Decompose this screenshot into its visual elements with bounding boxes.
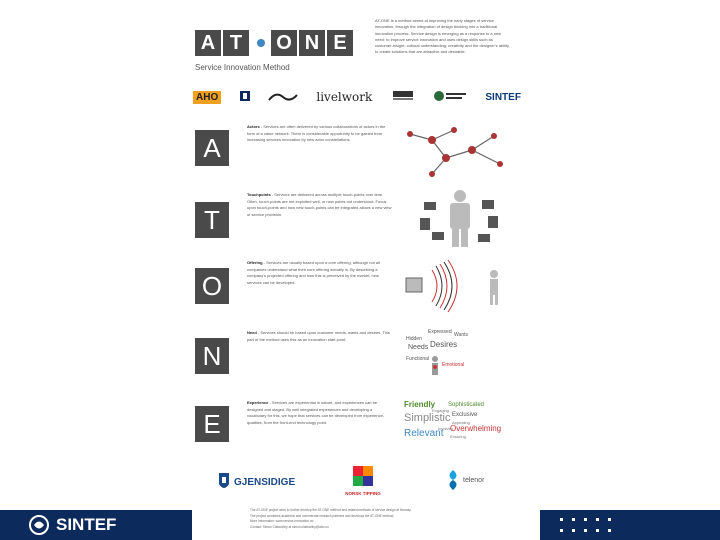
intro-text: AT-ONE is a method aimed at improving the early stages of service innovation, through the integration of design thinking into a traditional innovation process. Service design is emerging as a response to a new need: to improve service innovation and uses design skills such as customer-insight, cultural understanding, creativity and the designer's ability to create solutions that are attractive and desirable. [375,18,509,55]
section-title: Experience [247,400,269,405]
decorative-dots-icon [560,516,620,534]
partner-logo-icon-1 [240,91,250,103]
sponsor-gjensidige [218,472,295,492]
partner-sintef-logo: SINTEF [485,91,521,103]
letter-box-t: T [195,202,229,238]
section-body: - Services are usually based upon a core offering, although not all companies understand what their core offering actually is. By describing a company's projected offering and how this is perceived by the market, new services can be developed. [247,260,380,285]
need-word: Hidden [406,336,422,342]
experience-word: Simplistic [404,412,451,424]
sintef-wordmark: SINTEF [56,515,117,534]
experience-word: Engaging [432,408,449,413]
sponsor-telenor [446,470,484,490]
section-actors [192,120,528,180]
section-actors-text [247,124,392,144]
letter-box-e: E [195,406,229,442]
logo-letter-n: N [299,30,325,56]
experience-word: Involved [438,426,453,431]
sponsor-norsk-tipping-name: NORSK TIPPING [345,491,381,496]
footer-line: More information: www.service-innovation.no [250,519,314,523]
section-body: - Services are often delivered by various collaborations of actors in the form of a value network. There is considerable opportunity to be gained from increasing services innovation by new actor constellations. [247,124,386,143]
telenor-logo-icon [446,470,460,490]
letter-box-a: A [195,130,229,166]
footer-line: The project combines academic and commercial research partners and develops the AT-ONE method. [250,513,395,518]
logo-letter-o: O [271,30,297,56]
footer-line: The AT-ONE project aims to further develop the AT-ONE method and related methods of service design at Norway. [250,508,412,512]
section-experience [192,396,528,456]
sintef-logo [28,514,116,536]
partner-logos [193,86,521,108]
letter-box-o: O [195,268,229,304]
section-touchpoints [192,188,528,248]
partner-logo-icon-3 [391,90,415,104]
need-person-icon [430,356,440,376]
sponsor-telenor-name: telenor [463,476,485,484]
section-need [192,326,528,386]
footer-text [250,508,530,530]
partner-logo-icon-2 [268,91,298,103]
letter-box-n: N [195,338,229,374]
needs-word-cloud [402,326,522,386]
need-word: Wants [454,332,468,338]
subtitle: Service Innovation Method [195,63,290,72]
section-touchpoints-text [247,192,392,218]
actor-network-icon [402,120,522,180]
section-title: Actors [247,124,260,129]
experience-word: Friendly [404,400,436,409]
need-word: Needs [408,344,429,351]
at-one-logo [195,28,355,58]
need-word: Emotional [442,362,465,368]
section-body: - Services are experiential in nature, and experiences can be designed and staged. By well integrated experiences and developing a vocabulary for this, we hope that services can be developed from experience-qualities, from the front-end technology point. [247,400,385,425]
touchpoints-person-icon [402,188,522,248]
sintef-emblem-icon [28,514,50,536]
need-word: Expressed [428,329,452,335]
offering-signal-icon [402,256,522,316]
need-word: Desires [430,340,458,349]
section-title: Touchpoints [247,192,271,197]
sponsor-logos [210,466,510,506]
section-title: Offering [247,260,263,265]
experience-word: Exclusive [452,412,478,418]
experience-word: Relevant [404,428,444,439]
section-title: Need [247,330,257,335]
section-need-text [247,330,392,343]
section-body: - Services are delivered across multiple touch-points over time. Often, touch-points are not exploited well, or new points not understood. Focus upon touch-points and how new touch-points can be integrated allows a new view of service provision. [247,192,392,217]
experience-word: Sophisticated [448,402,485,408]
gjensidige-shield-icon [218,472,230,492]
research-council-logo-icon [433,90,467,104]
footer-line: Contact: Simon Clatworthy at simon.clatworthy@aho.no [250,524,329,529]
experience-word: Appealing [452,420,470,425]
norsk-tipping-logo-icon [353,466,373,486]
experience-word-cloud [402,396,522,456]
section-experience-text [247,400,392,426]
sponsor-gjensidige-name: GJENSIDIGE [234,476,296,488]
partner-livework-logo: livelwork [316,90,373,104]
logo-dot-icon [257,39,265,47]
section-offering [192,256,528,316]
logo-letter-t: T [223,30,249,56]
section-body: - Services should be based upon customer needs, wants and desires. This part of the method uses this as an innovation start point. [247,330,390,342]
partner-aho-logo: AHO [193,91,221,104]
logo-letter-a: A [195,30,221,56]
sponsor-norsk-tipping [338,466,388,496]
section-offering-text [247,260,392,286]
experience-word: Overwhelming [450,424,502,433]
logo-letter-e: E [327,30,353,56]
experience-word: Ensuring [450,434,466,439]
need-word: Functional [406,356,430,362]
